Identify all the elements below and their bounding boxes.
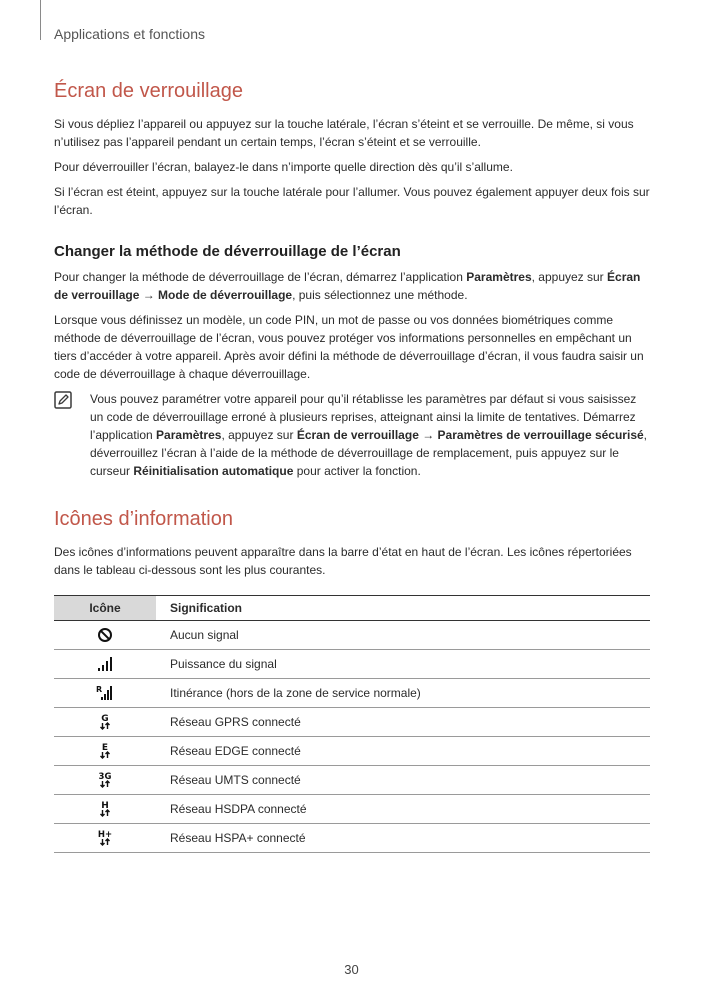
column-header-icon: Icône: [54, 596, 156, 621]
paragraph: Des icônes d’informations peuvent apparaître dans la barre d’état en haut de l’écran. Les icônes répertoriées dans le tableau ci-dessous sont les plus courantes.: [54, 545, 632, 577]
row-label: Réseau HSDPA connecté: [156, 795, 650, 824]
hspa-plus-icon: [96, 829, 114, 847]
svg-text:H+: H+: [97, 830, 113, 840]
paragraph: Pour changer la méthode de déverrouillage de l’écran, démarrez l’application Paramètres, appuyez sur Écran de verrouillage → Mode de déverrouillage, puis sélectionnez une méthode.: [54, 270, 641, 302]
page-number: 30: [344, 962, 359, 977]
umts-icon: [96, 771, 114, 789]
row-label: Réseau EDGE connecté: [156, 737, 650, 766]
column-header-meaning: Signification: [170, 601, 242, 615]
row-label: Réseau HSPA+ connecté: [156, 824, 650, 853]
row-label: Réseau GPRS connecté: [156, 708, 650, 737]
note-pencil-icon: [54, 391, 72, 409]
hsdpa-icon: [97, 800, 113, 818]
paragraph: Lorsque vous définissez un modèle, un code PIN, un mot de passe ou vos données biométriques comme méthode de déverrouillage de l’écran, vous pouvez protéger vos informations personnelles en empêchant un tiers d’accéder à votre appareil. Après avoir défini la méthode de déverrouillage d’écran, il vous faudra saisir un code de déverrouillage à chaque déverrouillage.: [54, 313, 644, 381]
row-label: Aucun signal: [156, 621, 650, 650]
gprs-icon: [97, 713, 113, 731]
table-row: [54, 650, 650, 679]
svg-text:R: R: [96, 685, 103, 694]
row-label: Itinérance (hors de la zone de service normale): [156, 679, 650, 708]
subsection-title: Changer la méthode de déverrouillage de l’écran: [54, 243, 401, 260]
signal-strength-icon: [97, 656, 113, 672]
note-box: [54, 390, 650, 480]
paragraph: Si vous dépliez l’appareil ou appuyez sur la touche latérale, l’écran s’éteint et se verrouille. De même, si vous n’utilisez pas l’appareil pendant un certain temps, l’écran s’éteint et se verrouille.: [54, 117, 634, 149]
edge-icon: [97, 742, 113, 760]
page-content: [54, 80, 650, 853]
row-label: Réseau UMTS connecté: [156, 766, 650, 795]
svg-text:E: E: [101, 743, 109, 753]
note-text: Vous pouvez paramétrer votre appareil pour qu’il rétablisse les paramètres par défaut si vous saisissez un code de déverrouillage erroné à plusieurs reprises, atteignant ainsi la limite de tentatives. Démarrez l’application Paramètres, appuyez sur Écran de verrouillage → Paramètres de verrouillage sécurisé, déverrouillez l’écran à l’aide de la méthode de déverrouillage de remplacement, puis appuyez sur le curseur Réinitialisation automatique pour activer la fonction.: [90, 392, 648, 478]
svg-text:H: H: [101, 801, 109, 811]
section-title-lock-screen: Écran de verrouillage: [54, 80, 243, 102]
svg-text:G: G: [101, 714, 109, 724]
table-header-row: [54, 596, 650, 621]
svg-text:3G: 3G: [98, 772, 112, 782]
icons-table: [54, 595, 650, 853]
header-rule: [40, 0, 41, 40]
no-signal-icon: [97, 627, 113, 643]
table-row: [54, 679, 650, 708]
table-row: [54, 824, 650, 853]
section-title-info-icons: Icônes d’information: [54, 508, 233, 530]
table-row: [54, 737, 650, 766]
paragraph: Pour déverrouiller l’écran, balayez-le dans n’importe quelle direction dès qu’il s’allume.: [54, 160, 513, 174]
row-label: Puissance du signal: [156, 650, 650, 679]
table-row: [54, 766, 650, 795]
table-row: [54, 621, 650, 650]
page-header: Applications et fonctions: [54, 26, 205, 42]
table-row: [54, 708, 650, 737]
paragraph: Si l’écran est éteint, appuyez sur la touche latérale pour l’allumer. Vous pouvez également appuyer deux fois sur l’écran.: [54, 185, 650, 217]
roaming-icon: [96, 685, 114, 701]
table-row: [54, 795, 650, 824]
